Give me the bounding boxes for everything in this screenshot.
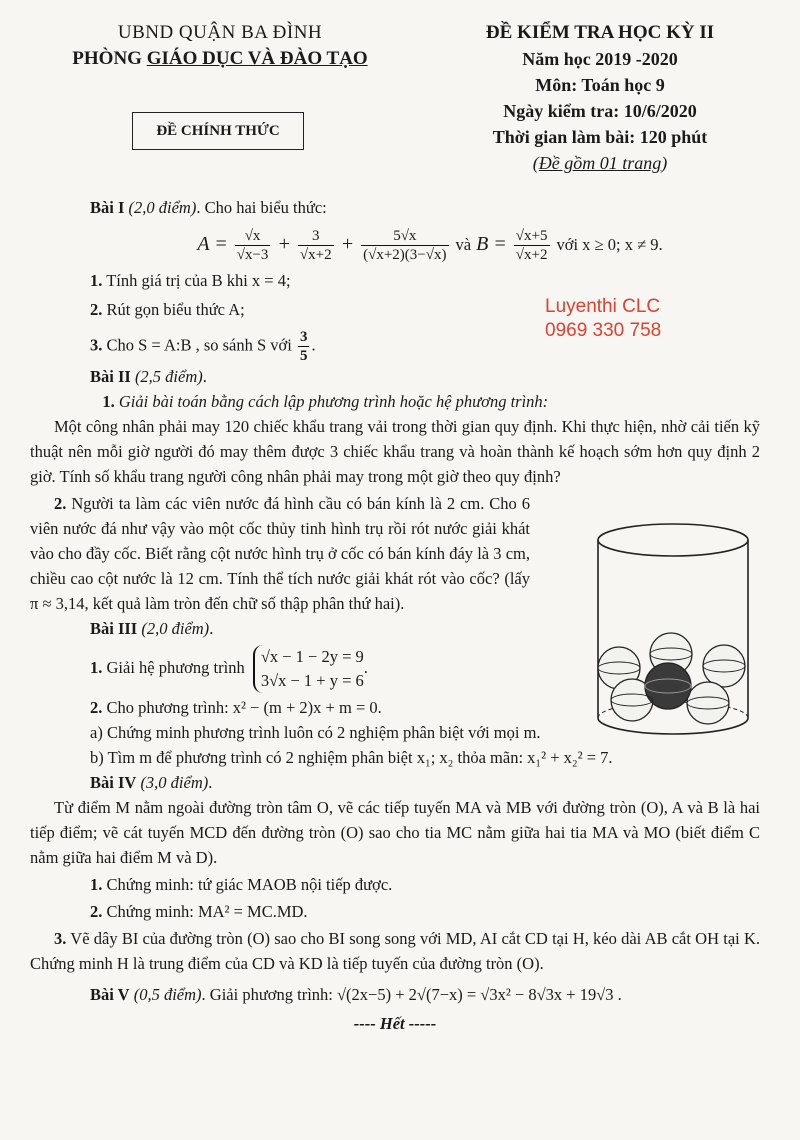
end-marker: ---- Hết ----- <box>353 1014 437 1033</box>
watermark-name: Luyenthi CLC <box>545 296 661 317</box>
cup-bottom <box>598 718 748 734</box>
bai2-title: Bài II <box>90 367 131 386</box>
fraction-b-den: √x+2 <box>515 246 548 263</box>
cup-rim <box>598 524 748 556</box>
bai2-p2-num: 2. <box>54 494 67 513</box>
bai3-q2-text: Cho phương trình: x² − (m + 2)x + m = 0. <box>102 698 382 717</box>
ice-sphere-3 <box>703 645 745 687</box>
bai5-intro: . Giải phương trình: <box>201 985 337 1004</box>
bai3-q1-num: 1. <box>90 658 103 677</box>
bai2-p2-text: Người ta làm các viên nước đá hình cầu có bán kính là 2 cm. Cho 6 viên nước đá như vậy vào một cốc thủy tinh hình trụ rồi rót nước giải khát vào cho đầy cốc. Biết rằng cột nước hình trụ ở cốc có bán kính đáy là 3 cm, chiều cao cột nước là 12 cm. Tính thể tích nước giải khát rót vào cốc? (lấy π ≈ 3,14, kết quả làm tròn đến chữ số thập phân thứ hai). <box>30 494 530 613</box>
bai3-end: . <box>209 619 214 638</box>
department-name <box>60 48 380 70</box>
fraction-2-den: √x+2 <box>299 246 332 263</box>
bai4-q3-text: Vẽ dây BI của đường tròn (O) sao cho BI song song với MD, AI cắt CD tại H, kéo dài AB cắt OH tại K. Chứng minh H là trung điểm của CD và KD là tiếp tuyến của đường tròn (O). <box>30 929 760 973</box>
time-limit: Thời gian làm bài: 120 phút <box>492 127 708 147</box>
formula-b-label: B = <box>476 233 507 255</box>
fraction-3-num: 5√x <box>361 227 448 246</box>
system-eq-2: 3√x − 1 + y = 6 <box>260 671 364 691</box>
bai1-intro: . Cho hai biểu thức: <box>196 198 327 217</box>
ice-sphere-6 <box>687 682 729 724</box>
school-year: Năm học 2019 -2020 <box>522 49 678 69</box>
bai5-equation: √(2x−5) + 2√(7−x) = √3x² − 8√3x + 19√3 . <box>337 985 622 1004</box>
bai1-q3-text: Cho S = A:B , so sánh S với <box>102 335 292 355</box>
bai4-q3-num: 3. <box>54 929 67 948</box>
fraction-1 <box>235 227 271 264</box>
cup-figure <box>588 518 758 743</box>
fraction-b-num: √x+5 <box>515 227 548 244</box>
fraction-2 <box>298 227 334 264</box>
bai1-q3-end: . <box>311 335 316 355</box>
bai5-title: Bài V <box>90 985 130 1004</box>
district-name: UBND QUẬN BA ĐÌNH <box>117 22 323 43</box>
bai1-q2-text: Rút gọn biểu thức A; <box>102 300 245 319</box>
fraction-3-5 <box>298 328 310 365</box>
equation-system <box>253 645 364 693</box>
bai1-q3 <box>90 328 760 362</box>
subject: Môn: Toán học 9 <box>535 75 665 95</box>
bai3-q2-num: 2. <box>90 698 103 717</box>
bai1-q1-text: Tính giá trị của B khi x = 4; <box>102 271 291 290</box>
bai4-points: (3,0 điểm) <box>140 773 209 792</box>
department-underlined: GIÁO DỤC VÀ ĐÀO TẠO <box>146 48 368 69</box>
bai1-q2 <box>90 297 760 322</box>
bai4-q1-num: 1. <box>90 875 103 894</box>
exam-title: ĐỀ KIỂM TRA HỌC KỲ II <box>485 22 715 43</box>
and-word: và <box>455 235 472 254</box>
header-left <box>60 22 380 70</box>
bai4-q2-text: Chứng minh: MA² = MC.MD. <box>102 902 308 921</box>
bai4-title: Bài IV <box>90 773 137 792</box>
official-badge: ĐỀ CHÍNH THỨC <box>132 112 304 150</box>
bai2-p2 <box>30 491 530 616</box>
note-text: Đề gồm 01 trang <box>538 153 662 173</box>
bai1-q1-num: 1. <box>90 271 103 290</box>
header-right <box>440 20 760 176</box>
bai2-p1-text: Một công nhân phải may 120 chiếc khẩu trang vải trong thời gian quy định. Khi thực hiện, nhờ cải tiến kỹ thuật nên mỗi giờ người đó may thêm được 3 chiếc khẩu trang và hoàn thành kế hoạch sớm hơn quy định 2 giờ. Tính số khẩu trang người công nhân phải may trong một giờ theo quy định? <box>30 417 760 486</box>
bai3-points: (2,0 điểm) <box>141 619 210 638</box>
note-open: ( <box>532 153 539 173</box>
department-prefix: PHÒNG <box>72 48 147 69</box>
bai3-title: Bài III <box>90 619 138 638</box>
bai2-points: (2,5 điểm) <box>134 367 203 386</box>
bai2-p1-num: 1. <box>102 392 115 411</box>
bai4-intro: Từ điểm M nằm ngoài đường tròn tâm O, vẽ các tiếp tuyến MA và MB với đường tròn (O), A và B là hai tiếp điểm; vẽ cát tuyến MCD đến đường tròn (O) sao cho tia MC nằm giữa hai tia MA và MO (biết điểm C nằm giữa hai điểm M và D). <box>30 798 760 867</box>
bai3-qa: a) Chứng minh phương trình luôn có 2 nghiệm phân biệt với mọi m. <box>90 723 541 742</box>
bai4-end: . <box>208 773 213 792</box>
bai4-q3 <box>30 926 760 976</box>
fraction-3-5-num: 3 <box>299 329 308 345</box>
bai4-q2 <box>90 899 760 924</box>
bai1-heading <box>90 195 760 220</box>
fraction-2-num: 3 <box>298 227 334 246</box>
system-eq-1: √x − 1 − 2y = 9 <box>260 647 364 667</box>
bai3-qb: b) Tìm m để phương trình có 2 nghiệm phân biệt x₁; x₂ thỏa mãn: x₁² + x₂² = 7. <box>90 748 613 767</box>
system-end: . <box>363 658 368 677</box>
bai1-points: (2,0 điểm) <box>128 198 197 217</box>
exam-date: Ngày kiểm tra: 10/6/2020 <box>503 101 697 121</box>
bai1-formula: A = $\frac{√x}{√x-3}$ + $\frac{3}{√x+2}$ + $\frac{5√x}{(√x+2)(3-√x)}$ và B = $\frac{√x+5}{√x+2}$ với x ≥ 0; x ≠ 9. <box>197 227 663 263</box>
fraction-1-num: √x <box>235 227 271 246</box>
bai4-q2-num: 2. <box>90 902 103 921</box>
formula-a-label: A = <box>197 233 228 255</box>
bai1-q2-num: 2. <box>90 300 103 319</box>
bai2-p1-title-text: Giải bài toán bằng cách lập phương trình hoặc hệ phương trình: <box>114 392 549 411</box>
bai3-q1-text: Giải hệ phương trình <box>102 658 245 677</box>
bai4-q1-text: Chứng minh: tứ giác MAOB nội tiếp được. <box>102 875 393 894</box>
fraction-b <box>514 227 550 264</box>
condition: với x ≥ 0; x ≠ 9. <box>556 235 663 254</box>
bai1-title: Bài I <box>90 198 125 217</box>
bai2-p1-title <box>90 389 760 414</box>
fraction-1-den: √x−3 <box>236 246 269 263</box>
bai1-q3-num: 3. <box>90 335 103 355</box>
bai4-q1 <box>90 872 760 897</box>
bai5 <box>90 982 760 1007</box>
fraction-3-den: (√x+2)(3−√x) <box>363 246 447 263</box>
page-note <box>440 150 760 176</box>
watermark-phone: 0969 330 758 <box>545 320 662 341</box>
bai2-heading <box>90 364 760 389</box>
fraction-3-5-den: 5 <box>299 348 308 364</box>
bai4-heading <box>90 770 760 795</box>
bai5-points: (0,5 điểm) <box>133 985 202 1004</box>
bai1-q1 <box>90 268 760 293</box>
bai2-end: . <box>202 367 207 386</box>
fraction-3 <box>361 227 448 264</box>
note-close: ) <box>661 153 668 173</box>
